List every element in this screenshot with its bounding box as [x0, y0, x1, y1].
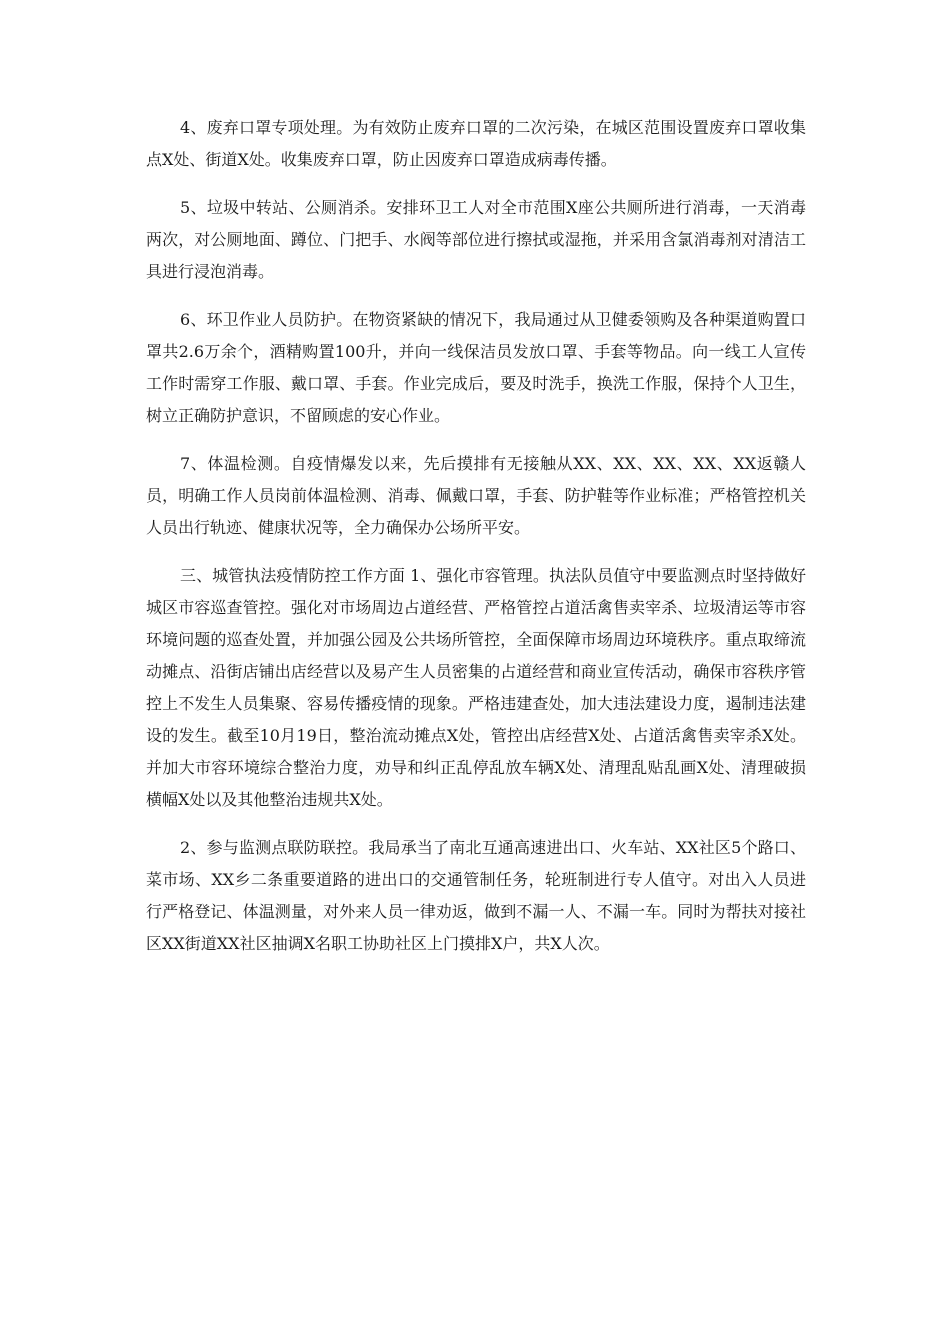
paragraph-worker-protection: 6、环卫作业人员防护。在物资紧缺的情况下，我局通过从卫健委领购及各种渠道购置口罩共2.6万余个，酒精购置100升，并向一线保洁员发放口罩、手套等物品。向一线工人宣传工作时需穿工作服、戴口罩、手套。作业完成后，要及时洗手，换洗工作服，保持个人卫生，树立正确防护意识，不留顾虑的安心作业。	[146, 310, 806, 425]
paragraph-toilet-disinfection: 5、垃圾中转站、公厕消杀。安排环卫工人对全市范围X座公共厕所进行消毒，一天消毒两次，对公厕地面、蹲位、门把手、水阀等部位进行擦拭或湿拖，并采用含氯消毒剂对清洁工具进行浸泡消毒。	[146, 198, 806, 281]
document-body	[146, 112, 806, 976]
paragraph-temperature-check: 7、体温检测。自疫情爆发以来，先后摸排有无接触从XX、XX、XX、XX、XX返赣人员，明确工作人员岗前体温检测、消毒、佩戴口罩，手套、防护鞋等作业标准；严格管控机关人员出行轨迹、健康状况等，全力确保办公场所平安。	[146, 454, 806, 537]
paragraph-checkpoint-control: 2、参与监测点联防联控。我局承当了南北互通高速进出口、火车站、XX社区5个路口、菜市场、XX乡二条重要道路的进出口的交通管制任务，轮班制进行专人值守。对出入人员进行严格登记、体温测量，对外来人员一律劝返，做到不漏一人、不漏一车。同时为帮扶对接社区XX街道XX社区抽调X名职工协助社区上门摸排X户，共X人次。	[146, 838, 806, 953]
paragraph-city-appearance: 三、城管执法疫情防控工作方面 1、强化市容管理。执法队员值守中要监测点时坚持做好城区市容巡查管控。强化对市场周边占道经营、严格管控占道活禽售卖宰杀、垃圾清运等市容环境问题的巡查处置，并加强公园及公共场所管控，全面保障市场周边环境秩序。重点取缔流动摊点、沿街店铺出店经营以及易产生人员密集的占道经营和商业宣传活动，确保市容秩序管控上不发生人员集聚、容易传播疫情的现象。严格违建查处，加大违法建设力度，遏制违法建设的发生。截至10月19日，整治流动摊点X处，管控出店经营X处、占道活禽售卖宰杀X处。并加大市容环境综合整治力度，劝导和纠正乱停乱放车辆X处、清理乱贴乱画X处、清理破损横幅X处以及其他整治违规共X处。	[146, 566, 806, 809]
paragraph-waste-masks: 4、废弃口罩专项处理。为有效防止废弃口罩的二次污染，在城区范围设置废弃口罩收集点X处、街道X处。收集废弃口罩，防止因废弃口罩造成病毒传播。	[146, 118, 806, 169]
